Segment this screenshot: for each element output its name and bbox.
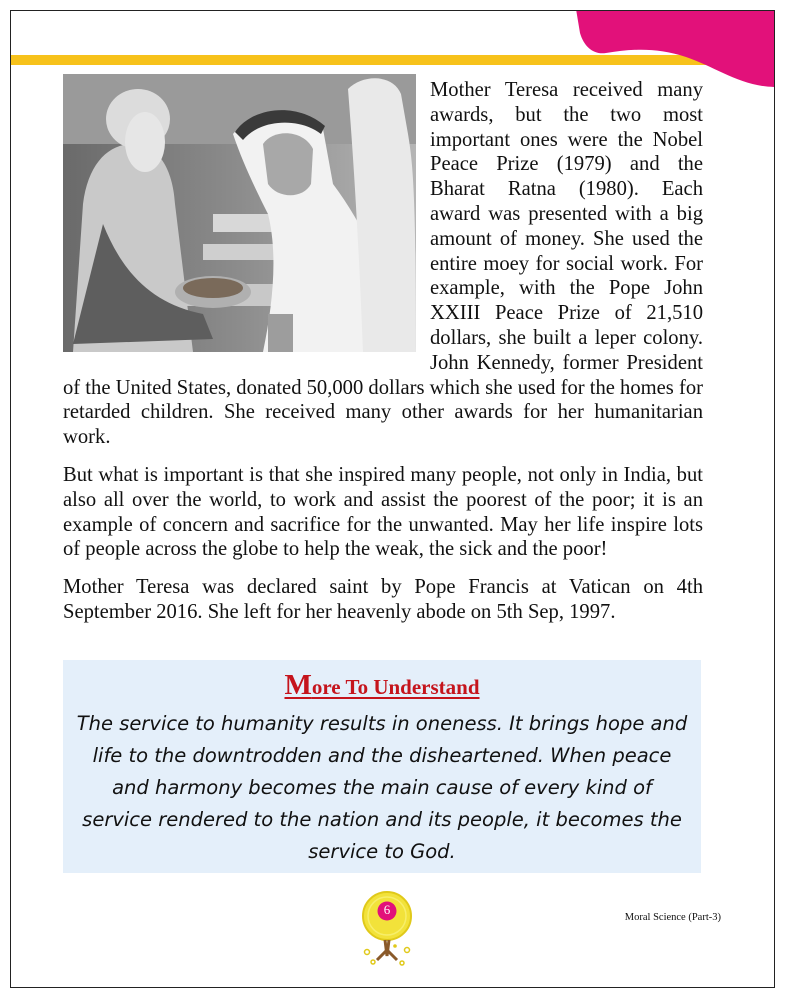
page-number-badge (355, 880, 415, 970)
paragraph-inspiration: But what is important is that she inspired many people, not only in India, but also all over the world, to work and assist the poorest of the poor; it is an example of concern and sacrifice for the unwanted. May her life inspire lots of people across the globe to help the weak, the sick and the poor! (63, 463, 703, 561)
photo-wrap-spacer (63, 78, 430, 364)
article-body (63, 78, 703, 638)
more-to-understand-box (63, 660, 701, 873)
page-number: 6 (383, 902, 391, 917)
title-initial: M (284, 669, 312, 701)
paragraph-awards: Mother Teresa received many awards, but the two most important ones were the Nobel Peace Prize (1979) and the Bharat Ratna (1980). Each award was presented with a big amount of money. She used the entire moey for social work. For example, with the Pope John XXIII Peace Prize of 21,510 dollars, she built a leper colony. John Kennedy, former President of the United States, donated 50,000 dollars which she used for the homes for retarded children. She received many other awards for her humanitarian work. (63, 79, 703, 449)
tree-icon (355, 880, 415, 970)
title-rest: ore To Understand (311, 675, 480, 699)
top-magenta-wave (576, 10, 775, 87)
more-to-understand-text: The service to humanity results in oneness. It brings hope and life to the downtrodden and the disheartened. When peace and harmony becomes the main cause of every kind of service rendered to the nation and its people, it becomes the service to God. (76, 712, 688, 863)
book-title: Moral Science (Part-3) (624, 912, 721, 923)
more-to-understand-title (63, 669, 701, 702)
paragraph-sainthood: Mother Teresa was declared saint by Pope Francis at Vatican on 4th September 2016. She left for her heavenly abode on 5th Sep, 1997. (63, 576, 703, 623)
